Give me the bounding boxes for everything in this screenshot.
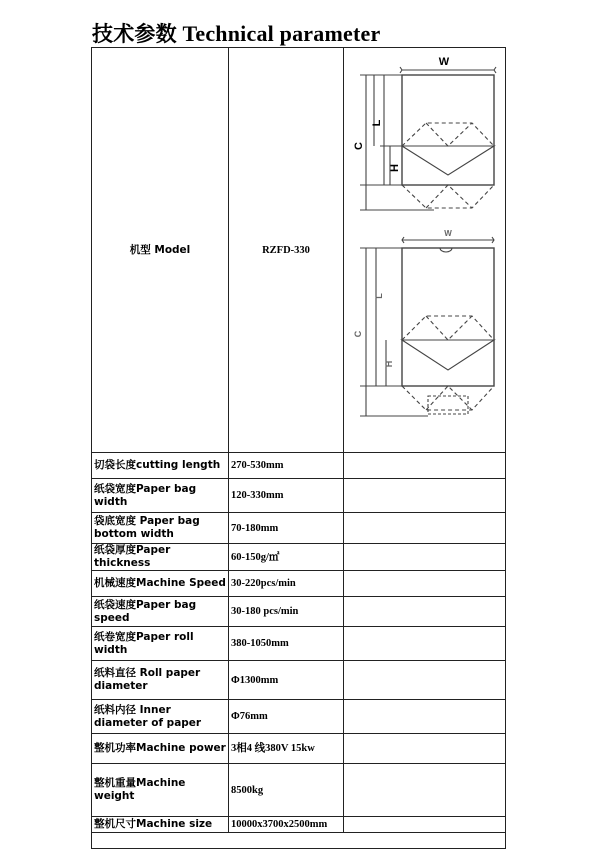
table-row [92,817,506,833]
row-value: 60-150g/㎡ [229,544,344,571]
table-row [92,661,506,700]
row-label: 纸料内径 Inner diameter of paper [92,700,229,734]
spec-table [91,47,506,849]
bag-dimension-diagram [344,48,505,448]
table-row [92,700,506,734]
row-label: 袋底宽度 Paper bag bottom width [92,513,229,544]
row-value: 30-220pcs/min [229,571,344,597]
table-row [92,764,506,817]
w2-label: W [444,229,452,238]
row-label: 纸袋宽度Paper bag width [92,479,229,513]
table-row [92,597,506,627]
title-english: Technical parameter [182,21,381,46]
l2-label: L [374,293,384,299]
table-row [92,544,506,571]
row-value: Φ76mm [229,700,344,734]
row-value: Φ1300mm [229,661,344,700]
row-value: 8500kg [229,764,344,817]
model-label: 机型 Model [92,48,229,453]
title-chinese: 技术参数 [92,22,177,46]
row-label: 整机功率Machine power [92,734,229,764]
c-label: C [353,142,365,150]
table-row [92,734,506,764]
h-label: H [389,164,401,172]
bag-diagram-cell [344,48,506,453]
row-value: 270-530mm [229,453,344,479]
row-label: 纸料直径 Roll paper diameter [92,661,229,700]
w-label: W [438,56,450,68]
model-row [92,48,506,453]
row-value: 10000x3700x2500mm [229,817,344,833]
row-value: 380-1050mm [229,627,344,661]
table-row [92,627,506,661]
row-label: 纸袋厚度Paper thickness [92,544,229,571]
table-row [92,453,506,479]
table-row [92,479,506,513]
model-value: RZFD-330 [229,48,344,453]
row-value: 120-330mm [229,479,344,513]
table-row [92,513,506,544]
row-label: 整机尺寸Machine size [92,817,229,833]
row-value: 3相4 线380V 15kw [229,734,344,764]
row-value: 30-180 pcs/min [229,597,344,627]
row-label: 纸卷宽度Paper roll width [92,627,229,661]
l-label: L [371,119,383,127]
c2-label: C [353,330,363,338]
row-label: 切袋长度cutting length [92,453,229,479]
row-value: 70-180mm [229,513,344,544]
row-label: 纸袋速度Paper bag speed [92,597,229,627]
h2-label: H [384,360,394,368]
table-row [92,571,506,597]
page-title [92,18,380,48]
row-label: 整机重量Machine weight [92,764,229,817]
row-label: 机械速度Machine Speed [92,571,229,597]
